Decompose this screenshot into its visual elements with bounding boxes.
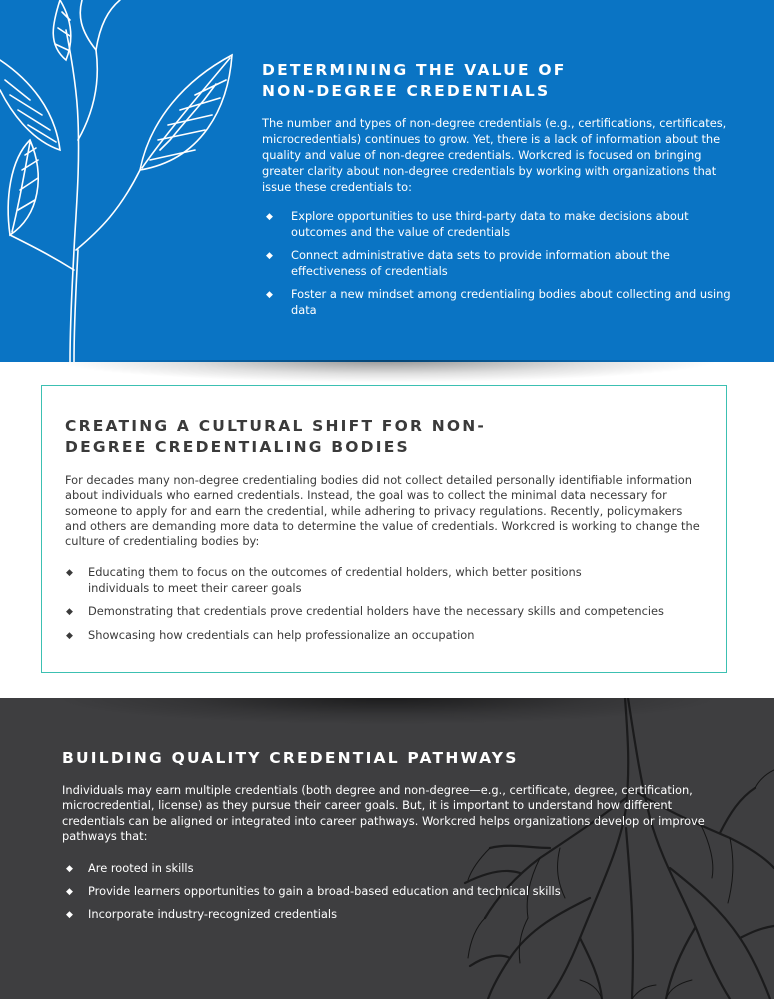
plant-leaves-illustration (0, 0, 235, 362)
section-cultural-shift (41, 385, 727, 673)
list-item: ◆ Foster a new mindset among credentialing bodies about collecting and using data (266, 287, 731, 317)
list-item: ◆ Showcasing how credentials can help professionalize an occupation (65, 628, 705, 644)
section-value-content (262, 60, 732, 326)
list-item: ◆ Are rooted in skills (62, 861, 712, 877)
section-pathways-list (62, 861, 712, 923)
section-cultural-title: CREATING A CULTURAL SHIFT FOR NON-DEGREE CREDENTIALING BODIES (65, 417, 487, 456)
section-cultural-content (65, 416, 705, 651)
section-divider-shadow (60, 360, 714, 382)
list-item: ◆ Explore opportunities to use third-party data to make decisions about outcomes and the value of credentials (266, 209, 689, 239)
diamond-bullet-icon: ◆ (66, 568, 73, 579)
diamond-bullet-icon: ◆ (266, 290, 273, 300)
section-value-title: DETERMINING THE VALUE OF NON-DEGREE CREDENTIALS (262, 61, 567, 100)
list-item: ◆ Incorporate industry-recognized credentials (62, 907, 712, 923)
section-value-list (262, 209, 732, 318)
diamond-bullet-icon: ◆ (66, 630, 73, 641)
list-item: ◆ Demonstrating that credentials prove credential holders have the necessary skills and competencies (65, 604, 705, 620)
section-cultural-list (65, 565, 705, 643)
diamond-bullet-icon: ◆ (66, 864, 73, 875)
section-credential-pathways (0, 698, 774, 999)
diamond-bullet-icon: ◆ (66, 887, 73, 898)
list-item: ◆ Provide learners opportunities to gain a broad-based education and technical skills (62, 884, 712, 900)
list-item: ◆ Educating them to focus on the outcomes of credential holders, which better positions individuals to meet their career goals (66, 565, 582, 595)
section-pathways-content (62, 748, 712, 930)
section-cultural-body: For decades many non-degree credentialing bodies did not collect detailed personally identifiable information about individuals who earned credentials. Instead, the goal was to collect the minimal data necessary for someone to apply for and earn the credential, while adhering to privacy regulations. Recently, policymakers and others are demanding more data to determine the value of credentials. Workcred is working to change the culture of credentialing bodies by: (65, 473, 700, 549)
section-pathways-body: Individuals may earn multiple credentials (both degree and non-degree—e.g., certificate, degree, certification, microcredential, license) as they pursue their career goals. But, it is important to understand how different credentials can be aligned or integrated into career pathways. Workcred helps organizations develop or improve pathways that: (62, 783, 705, 843)
section-pathways-title: BUILDING QUALITY CREDENTIAL PATHWAYS (62, 749, 519, 767)
diamond-bullet-icon: ◆ (66, 607, 73, 618)
diamond-bullet-icon: ◆ (266, 251, 273, 261)
diamond-bullet-icon: ◆ (266, 212, 273, 222)
section-value-body: The number and types of non-degree credentials (e.g., certifications, certificates, microcredentials) continues to grow. Yet, there is a lack of information about the quality and value of non-degree credentials. Workcred is focused on bringing greater clarity about non-degree credentials by working with organizations that issue these credentials to: (262, 116, 727, 194)
list-item: ◆ Connect administrative data sets to provide information about the effectiveness of credentials (266, 248, 670, 278)
diamond-bullet-icon: ◆ (66, 910, 73, 921)
section-value-of-credentials (0, 0, 774, 362)
section-divider-shadow (60, 698, 714, 724)
